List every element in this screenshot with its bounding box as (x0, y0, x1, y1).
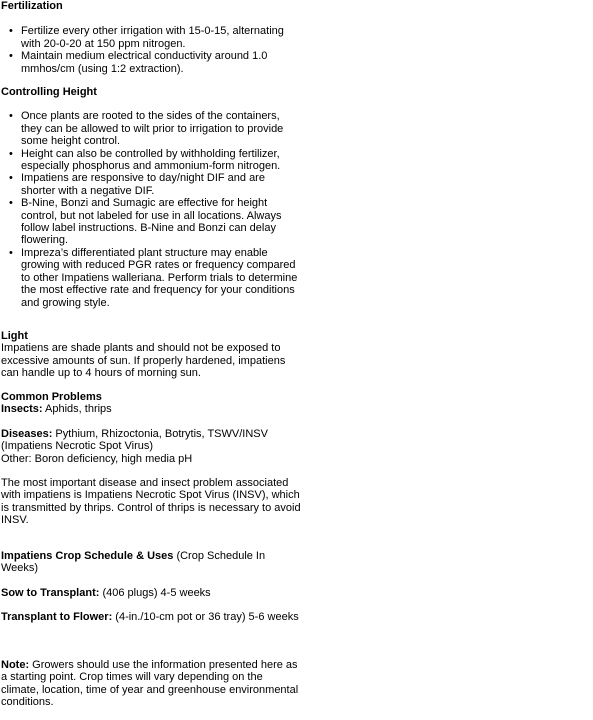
problems-heading: Common Problems (1, 391, 102, 403)
list-item (1, 197, 301, 247)
schedule-title-text: (Crop Schedule In Weeks) (1, 550, 266, 575)
bullet: • (9, 147, 13, 160)
transplant-text: (4-in./10-cm pot or 36 tray) 5-6 weeks (112, 611, 299, 623)
height-list (1, 110, 301, 309)
light-text: Impatiens are shade plants and should not be exposed to excessive amounts of sun. If properly hardened, impatiens can handle up to 4 hours of morning sun. (1, 342, 286, 380)
list-item-text: Maintain medium electrical conductivity around 1.0 mmhos/cm (using 1:2 extraction). (21, 50, 268, 75)
transplant-line (1, 611, 301, 623)
note-label: Note: (1, 659, 30, 671)
list-item-text: Once plants are rooted to the sides of the containers, they can be allowed to wilt prior to irrigation to provide some height control. (21, 110, 284, 148)
bullet: • (9, 110, 13, 123)
list-item (1, 247, 301, 309)
height-section (1, 86, 301, 309)
transplant-block (1, 611, 301, 623)
schedule-title-block (1, 550, 301, 575)
sow-block (1, 587, 301, 599)
list-item (1, 148, 301, 173)
list-item (1, 25, 301, 50)
sow-label: Sow to Transplant: (1, 587, 100, 599)
diseases-label: Diseases: (1, 428, 53, 440)
list-item-text: Height can also be controlled by withholding fertilizer, especially phosphorus and ammonium-form nitrogen. (21, 147, 281, 173)
bullet: • (9, 197, 13, 210)
diseases-line (1, 428, 301, 453)
insects-line (1, 403, 301, 415)
insv-note (1, 477, 301, 527)
list-item (1, 172, 301, 197)
other-line: Other: Boron deficiency, high media pH (1, 452, 193, 465)
height-heading: Controlling Height (1, 86, 97, 98)
list-item-text: Fertilize every other irrigation with 15-0-15, alternating with 20-0-20 at 150 ppm nitrogen. (21, 25, 284, 50)
insv-note-text: The most important disease and insect problem associated with impatiens is Impatiens Necrotic Spot Virus (INSV), which is transmitted by thrips. Control of thrips is necessary to avoid INSV. (1, 477, 301, 527)
problems-section (1, 391, 301, 416)
note-block (1, 659, 301, 709)
diseases-text: Pythium, Rhizoctonia, Botrytis, TSWV/INSV (Impatiens Necrotic Spot Virus) (1, 428, 268, 453)
schedule-title-label: Impatiens Crop Schedule & Uses (1, 550, 174, 562)
list-item (1, 50, 301, 75)
bullet: • (9, 50, 13, 63)
note-text: Growers should use the information presented here as a starting point. Crop times will vary depending on the climate, location, time of year and greenhouse environmental conditions. (1, 659, 299, 709)
bullet: • (9, 25, 13, 38)
insects-label: Insects: (1, 403, 43, 416)
sow-text: (406 plugs) 4-5 weeks (99, 587, 211, 599)
sow-line (1, 587, 301, 599)
bullet: • (9, 246, 13, 259)
list-item (1, 110, 301, 147)
list-item-text: Impreza’s differentiated plant structure may enable growing with reduced PGR rates or frequency compared to other Impatiens walleriana. Perform trials to determine the most effective rate and frequency for your conditions and growing style. (21, 246, 298, 309)
schedule-title (1, 550, 301, 575)
fertilization-section (1, 0, 301, 75)
transplant-label: Transplant to Flower: (1, 611, 113, 623)
fertilization-list (1, 25, 301, 75)
insects-text: Aphids, thrips (42, 403, 112, 416)
light-heading: Light (1, 330, 28, 342)
bullet: • (9, 172, 13, 185)
diseases-block (1, 428, 301, 465)
light-section (1, 330, 301, 380)
fertilization-heading: Fertilization (1, 0, 63, 12)
list-item-text: B-Nine, Bonzi and Sumagic are effective for height control, but not labeled for use in all locations. Always follow label instructions. B-Nine and Bonzi can delay flowering. (21, 197, 282, 247)
list-item-text: Impatiens are responsive to day/night DIF and are shorter with a negative DIF. (21, 172, 265, 197)
note-line (1, 659, 301, 709)
